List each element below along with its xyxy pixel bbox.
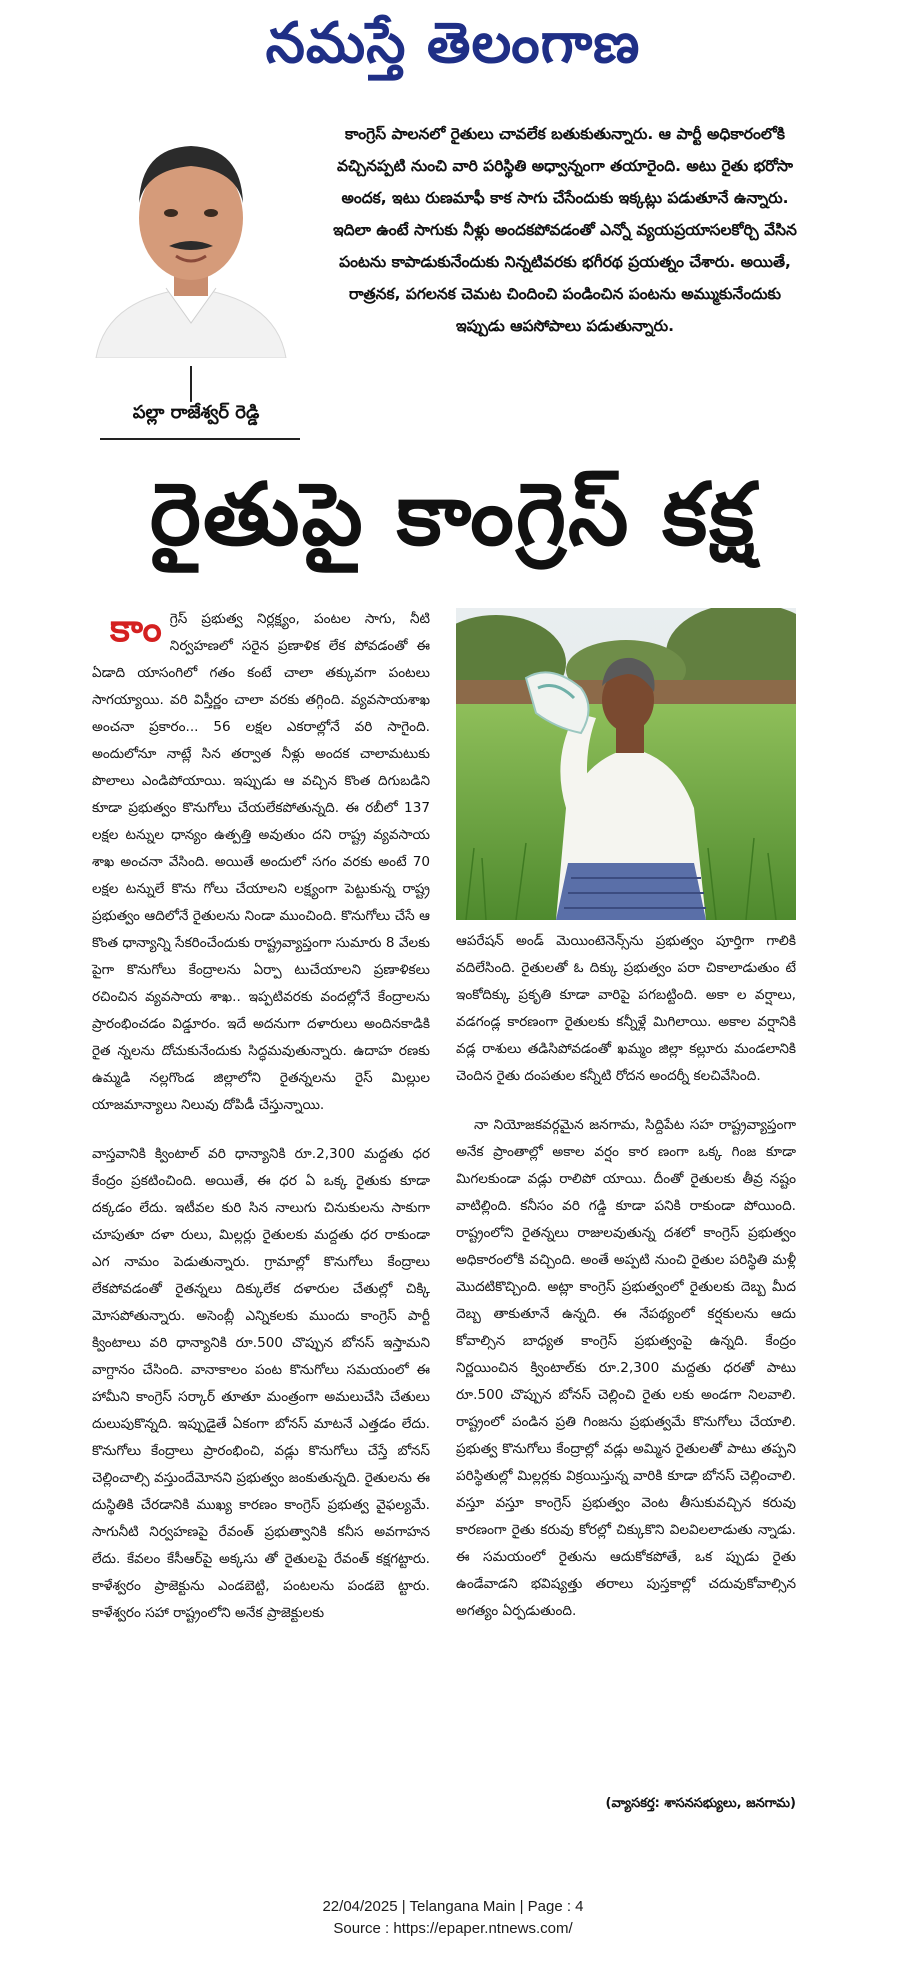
author-photo <box>86 108 296 358</box>
article-headline: రైతుపై కాంగ్రెస్ కక్ష <box>149 465 757 565</box>
author-byline: (వ్యాసకర్త: శాసనసభ్యులు, జనగామ) <box>605 1796 796 1811</box>
author-name-underline <box>100 438 300 440</box>
footer-date-page: 22/04/2025 | Telangana Main | Page : 4 <box>322 1898 584 1915</box>
article-column-left <box>92 606 430 1627</box>
footer-source: Source : https://epaper.ntnews.com/ <box>333 1920 573 1937</box>
article-column-right <box>456 928 796 1625</box>
masthead-title: నమస్తే తెలంగాణ <box>265 11 641 76</box>
intro-summary: కాంగ్రెస్ పాలనలో రైతులు చావలేక బతుకుతున్నారు. ఆ పార్టీ అధికారంలోకి వచ్చినప్పటి నుంచి వారి పరిస్థితి అధ్వాన్నంగా తయారైంది. అటు రైతు భరోసా అందక, ఇటు రుణమాఫీ కాక సాగు చేసేందుకు ఇక్కట్లు పడుతూనే ఉన్నారు. ఇదిలా ఉంటే సాగుకు నీళ్లు అందకపోవడంతో ఎన్నో వ్యయప్రయాసలకోర్చి వేసిన పంటను కాపాడుకునేందుకు నిన్నటివరకు భగీరథ ప్రయత్నం చేశారు. అయితే, రాత్రనక, పగలనక చెమట చిందించి పండించిన పంటను అమ్ముకునేందుకు ఇప్పుడు ఆపసోపాలు పడుతున్నారు. <box>333 125 797 335</box>
article-paragraph: వాస్తవానికి క్వింటాల్ వరి ధాన్యానికి రూ.2,300 మద్దతు ధర కేంద్రం ప్రకటించింది. అయితే, ఈ ధర ఏ ఒక్క రైతుకు కూడా దక్కడం లేదు. ఇటీవల కురి సిన నాలుగు చినుకులను సాకుగా చూపుతూ దళా రులు, మిల్లర్లు రైతులకు మద్దతు ధర రాకుండా ఎగ నామం పెడుతున్నారు. గ్రామాల్లో కొనుగోలు కేంద్రాలు లేకపోవడంతో రైతన్నలు దిక్కులేక దళారుల చేతుల్లో చిక్కి మోసపోతున్నారు. అసెంబ్లీ ఎన్నికలకు ముందు కాంగ్రెస్ పార్టీ క్వింటాలు వరి ధాన్యానికి రూ.500 చొప్పున బోనస్ ఇస్తామని వాగ్దానం చేసింది. వానాకాలం పంట కొనుగోలు సమయంలో ఈ హామీని కాంగ్రెస్ సర్కార్ తూతూ మంత్రంగా అమలుచేసి చేతులు దులుపుకొన్నది. ఇప్పుడైతే ఏకంగా బోనస్ మాటనే ఎత్తడం లేదు. కొనుగోలు కేంద్రాలు ప్రారంభించి, వడ్లు కొనుగోలు చేస్తే బోనస్ చెల్లించాల్సి వస్తుందేమోనని ప్రభుత్వం జంకుతున్నది. రైతులను ఈ దుస్థితికి చేరడానికి ముఖ్య కారణం కాంగ్రెస్ ప్రభుత్వ వైఫల్యమే. సాగునీటి నిర్వహణపై రేవంత్ ప్రభుత్వానికి కనీస అవగాహన లేదు. కేవలం కేసీఆర్‌పై అక్కసు తో రైతులపై రేవంత్ కక్షగట్టారు. కాళేశ్వరం ప్రాజెక్టును ఎండబెట్టి, పంటలను పండబె ట్టారు. కాళేశ్వరం సహా రాష్ట్రంలోని అనేక ప్రాజెక్టులకు <box>92 1146 430 1621</box>
article-paragraph: గ్రెస్ ప్రభుత్వ నిర్లక్ష్యం, పంటల సాగు, నీటి నిర్వహణలో సరైన ప్రణాళిక లేక పోవడంతో ఈ ఏడాది యాసంగిలో గతం కంటే చాలా తక్కువగా పంటలు సాగయ్యాయి. వరి విస్తీర్ణం చాలా వరకు తగ్గింది. వ్యవసాయశాఖ అంచనా ప్రకారం... 56 లక్షల ఎకరాల్లోనే వరి సాగైంది. అందులోనూ నాట్లే సిన తర్వాత నీళ్లు అందక చాలామటుకు పొలాలు ఎండిపోయాయి. ఇప్పుడు ఆ వచ్చిన కొంత దిగుబడిని కూడా ప్రభుత్వం కొనుగోలు చేయలేకపోతున్నది. ఈ రబీలో 137 లక్షల టన్నుల ధాన్యం ఉత్పత్తి అవుతుం దని రాష్ట్ర వ్యవసాయ శాఖ అంచనా వేసింది. అయితే అందులో సగం వరకు అంటే 70 లక్షల టన్నులే కొను గోలు చేయాలని లక్ష్యంగా పెట్టుకున్న రాష్ట్ర ప్రభుత్వం ఆదిలోనే రైతులను నిండా ముంచింది. కొనుగోలు చేసే ఆ కొంత ధాన్యాన్ని సేకరించేందుకు రాష్ట్రవ్యాప్తంగా సుమారు 8 వేలకు పైగా కొనుగోలు కేంద్రాలను ఏర్పా టుచేయాలని ప్రణాళికలు రచించిన వ్యవసాయ శాఖ.. ఇప్పటివరకు వందల్లోనే కేంద్రాలను ప్రారంభించడం విడ్డూరం. ఇదే అదనుగా దళారులు అందినకాడికి రైత న్నలను దోచుకునేందుకు సిద్ధమవుతున్నారు. ఉదాహ రణకు ఉమ్మడి నల్లగొండ జిల్లాలోని రైతన్నలను రైస్ మిల్లుల యాజమాన్యాలు నిలువు దోపిడీ చేస్తున్నాయి. <box>92 611 430 1113</box>
article-dropcap: కాం <box>110 606 162 650</box>
article-paragraph: నా నియోజకవర్గమైన జనగామ, సిద్దిపేట సహ రాష్ట్రవ్యాప్తంగా అనేక ప్రాంతాల్లో అకాల వర్షం కార ణంగా ఒక్క గింజ కూడా మిగలకుండా వడ్లు రాలిపో యాయి. దీంతో రైతులకు తీవ్ర నష్టం వాటిల్లింది. కనీసం వరి గడ్డి కూడా పనికి రాకుండా పోయింది. రాష్ట్రంలోని రైతన్నలు రాజులవుతున్న దశలో కాంగ్రెస్ ప్రభుత్వం అధికారంలోకి వచ్చింది. అంతే అప్పటి నుంచి రైతుల పరిస్థితి మళ్లీ మొదటికొచ్చింది. అట్లా కాంగ్రెస్ ప్రభుత్వంలో రైతులకు దెబ్బ మీద దెబ్బ తాకుతూనే ఉన్నది. ఈ నేపథ్యంలో కర్షకులను ఆదు కోవాల్సిన బాధ్యత కాంగ్రెస్ ప్రభుత్వంపై ఉన్నది. కేంద్రం నిర్ణయించిన క్వింటాల్‌కు రూ.2,300 మద్దతు ధరతో పాటు రూ.500 చొప్పున బోనస్ చెల్లించి రైతు లకు అండగా నిలవాలి. రాష్ట్రంలో పండిన ప్రతి గింజను ప్రభుత్వమే కొనుగోలు చేయాలి. ప్రభుత్వ కొనుగోలు కేంద్రాల్లో వడ్లు అమ్మిన రైతులతో పాటు తప్పని పరిస్థితుల్లో మిల్లర్లకు విక్రయిస్తున్న వారికి కూడా బోనస్ చెల్లించాలి. వస్తూ వస్తూ కాంగ్రెస్ ప్రభుత్వం వెంట తీసుకువచ్చిన కరువు కారణంగా రైతు కరువు కోరల్లో చిక్కుకొని విలవిలలాడుతు న్నాడు. ఈ సమయంలో రైతును ఆదుకోకపోతే, ఒక ప్పుడు రైతు ఉండేవాడని భవిష్యత్తు తరాలు పుస్తకాల్లో చదువుకోవాల్సిన అగత్యం ఏర్పడుతుంది. <box>456 1117 796 1619</box>
author-name: పల్లా రాజేశ్వర్ రెడ్డి <box>132 402 260 423</box>
page-footer <box>0 1896 906 1940</box>
author-connector-line <box>190 366 192 402</box>
article-paragraph: ఆపరేషన్ అండ్ మెయింటెనెన్స్‌ను ప్రభుత్వం పూర్తిగా గాలికి వదిలేసింది. రైతులతో ఓ దిక్కు ప్రభుత్వం పరా చికాలాడుతుం టే ఇంకోదిక్కు ప్రకృతి కూడా వారిపై పగబట్టింది. అకా ల వర్షాలు, వడగండ్ల కారణంగా రైతులకు కన్నీళ్లే మిగిలాయి. అకాల వర్షానికి వడ్ల రాశులు తడిసిపోవడంతో ఖమ్మం జిల్లా కల్లూరు మండలానికి చెందిన రైతు దంపతుల కన్నీటి రోదన అందర్నీ కలచివేసింది. <box>456 933 796 1084</box>
farmer-photo <box>456 608 796 920</box>
